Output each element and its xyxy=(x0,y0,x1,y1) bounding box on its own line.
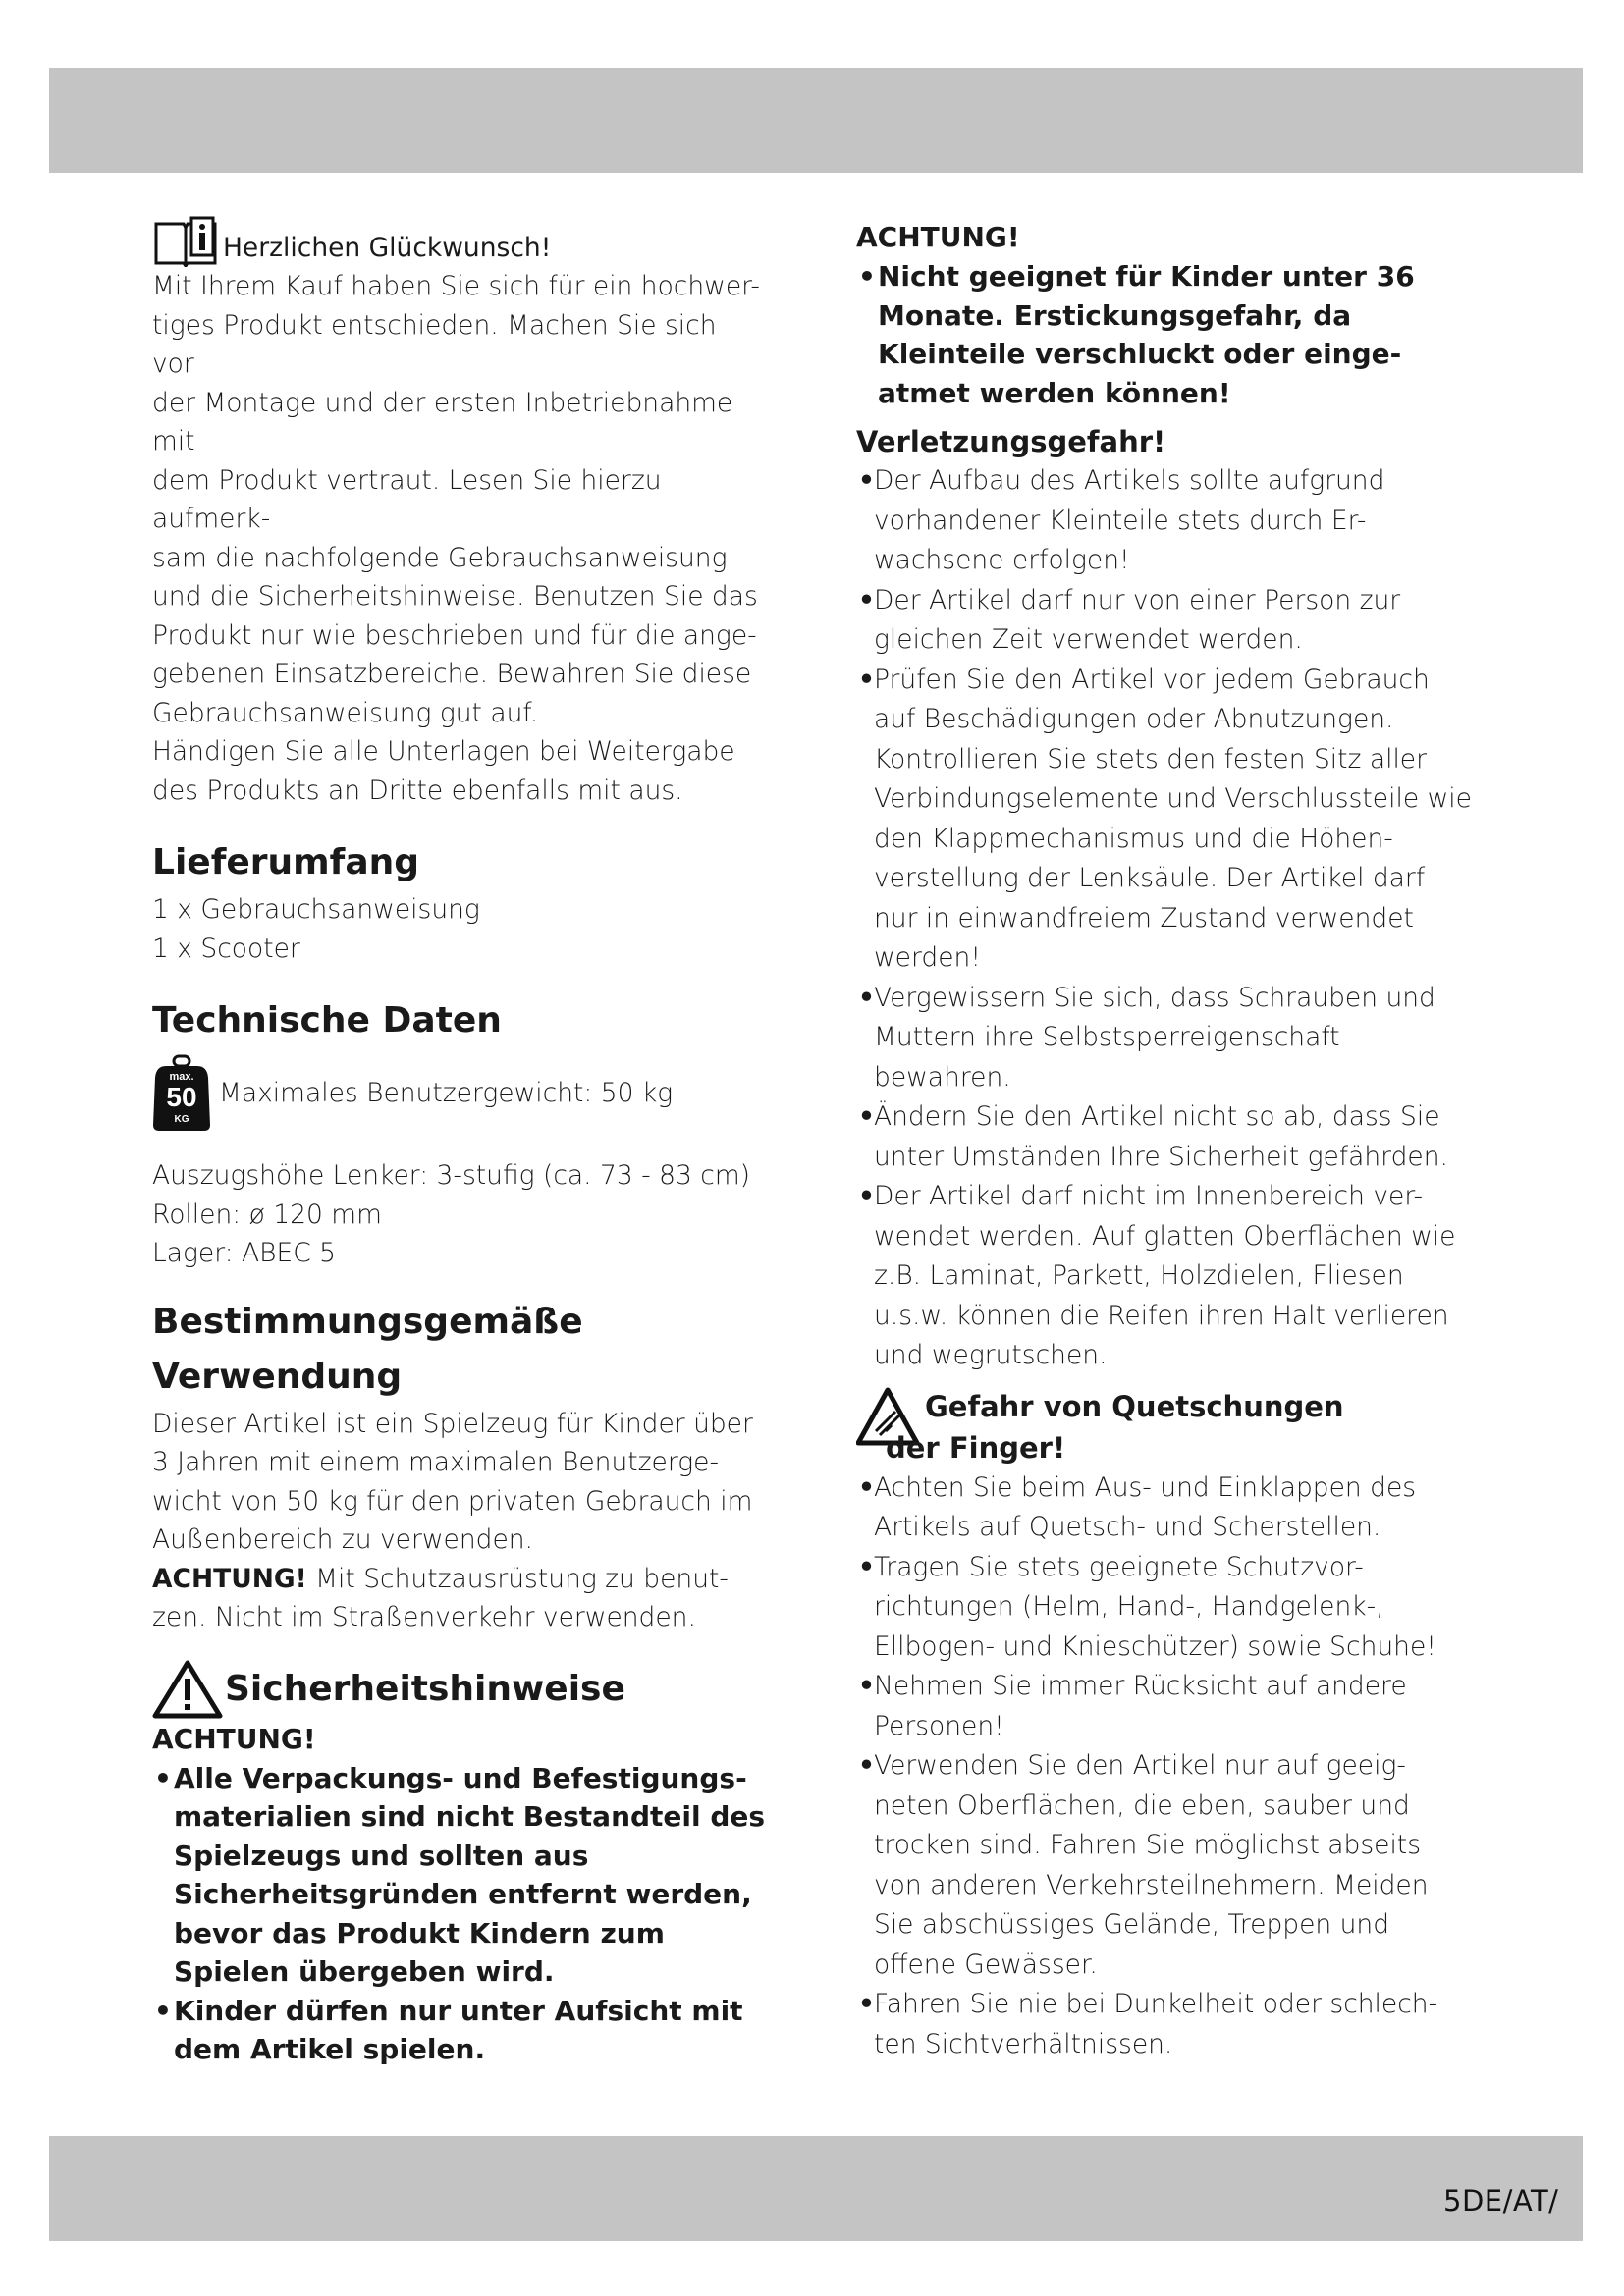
list-item: • Achten Sie beim Aus- und Einklappen des Artikels auf Quetsch- und Scherstellen. xyxy=(856,1468,1473,1548)
weight-icon-top: max. xyxy=(169,1071,194,1083)
lieferumfang-list xyxy=(152,890,766,968)
list-item: • Fahren Sie nie bei Dunkelheit oder schlech- ten Sichtverhältnissen. xyxy=(856,1985,1473,2064)
intro-text xyxy=(152,267,766,810)
text-line: dem Produkt vertraut. Lesen Sie hierzu aufmerk- xyxy=(152,464,662,534)
use-heading-line1: Bestimmungsgemäße xyxy=(152,1301,583,1342)
right-achtung: ACHTUNG! xyxy=(856,221,1020,253)
injury-heading: Verletzungsgefahr! xyxy=(856,425,1166,458)
right-bullets xyxy=(856,257,1473,412)
safety-heading-row xyxy=(152,1659,766,1720)
weight-icon-value: 50 xyxy=(166,1082,197,1112)
list-item: • Nehmen Sie immer Rücksicht auf andere Personen! xyxy=(856,1667,1473,1746)
tech-line: Rollen: ø 120 mm xyxy=(152,1199,382,1230)
safety-bullets xyxy=(152,1759,766,2069)
text-line: Dieser Artikel ist ein Spielzeug für Kinder über xyxy=(152,1408,753,1439)
text-line: wicht von 50 kg für den privaten Gebrauch im xyxy=(152,1485,753,1517)
footer-band xyxy=(49,2136,1583,2241)
text-line: gebenen Einsatzbereiche. Bewahren Sie diese xyxy=(152,659,752,689)
injury-list xyxy=(856,461,1473,1376)
header-band xyxy=(49,68,1583,173)
text-line: tiges Produkt entschieden. Machen Sie sich vor xyxy=(152,309,717,379)
list-item: • Kinder dürfen nur unter Aufsicht mit dem Artikel spielen. xyxy=(152,1992,766,2069)
use-warn-text: Mit Schutzausrüstung zu benut- xyxy=(306,1563,729,1594)
text-line: Händigen Sie alle Unterlagen bei Weitergabe xyxy=(152,736,735,767)
list-item: • Vergewissern Sie sich, dass Schrauben und Muttern ihre Selbstsperreigenschaft bewahren. xyxy=(856,979,1473,1098)
max-weight-row xyxy=(152,1054,766,1133)
intro-title: Herzlichen Glückwunsch! xyxy=(223,232,552,263)
text-line: Gebrauchsanweisung gut auf. xyxy=(152,697,539,728)
page-number: 5DE/AT/ xyxy=(1443,2184,1559,2217)
text-line: sam die nachfolgende Gebrauchsanweisung xyxy=(152,542,728,573)
list-item: 1 x Scooter xyxy=(152,933,300,964)
lieferumfang-heading: Lieferumfang xyxy=(152,842,420,882)
book-info-icon xyxy=(152,216,219,267)
max-weight-icon xyxy=(152,1054,211,1133)
pinch-list xyxy=(856,1468,1473,2065)
list-item: • Der Artikel darf nur von einer Person zur gleichen Zeit verwendet werden. xyxy=(856,581,1473,661)
text-line: der Montage und der ersten Inbetriebnahme mit xyxy=(152,387,733,456)
text-line: des Produkts an Dritte ebenfalls mit aus. xyxy=(152,774,683,806)
use-text xyxy=(152,1405,766,1637)
list-item: • Prüfen Sie den Artikel vor jedem Gebrauch auf Beschädigungen oder Abnutzungen. Kontrollieren Sie stets den festen Sitz aller Verbindungselemente und Verschlussteile wie den Klappmechanismus und die Höhen- verstellung der Lenksäule. Der Artikel darf nur in einwandfreiem Zustand verwendet werden! xyxy=(856,661,1473,979)
text-line: Produkt nur wie beschrieben und für die ange- xyxy=(152,619,757,651)
pinch-heading-line2: der Finger! xyxy=(886,1430,1066,1465)
list-item: • Ändern Sie den Artikel nicht so ab, dass Sie unter Umständen Ihre Sicherheit gefährden. xyxy=(856,1097,1473,1177)
tech-line: Lager: ABEC 5 xyxy=(152,1238,337,1268)
pinch-heading xyxy=(886,1386,1344,1468)
text-line: zen. Nicht im Straßenverkehr verwenden. xyxy=(152,1602,696,1632)
use-warn-label: ACHTUNG! xyxy=(152,1563,307,1594)
pinch-heading-line1: Gefahr von Quetschungen xyxy=(925,1389,1344,1423)
tech-heading: Technische Daten xyxy=(152,1000,502,1041)
warning-triangle-icon xyxy=(152,1659,223,1720)
max-weight-text: Maximales Benutzergewicht: 50 kg xyxy=(219,1078,674,1109)
list-item: • Alle Verpackungs- und Befestigungs- materialien sind nicht Bestandteil des Spielzeugs und sollten aus Sicherheitsgründen entfernt werden, bevor das Produkt Kindern zum Spielen übergeben wird. xyxy=(152,1759,766,1992)
list-item: 1 x Gebrauchsanweisung xyxy=(152,894,480,925)
weight-icon-unit: KG xyxy=(174,1114,189,1125)
list-item: • Der Aufbau des Artikels sollte aufgrund vorhandener Kleinteile stets durch Er- wachsene erfolgen! xyxy=(856,461,1473,581)
intro-heading xyxy=(152,216,766,267)
tech-line: Auszugshöhe Lenker: 3-stufig (ca. 73 - 83 cm) xyxy=(152,1160,750,1191)
pinch-heading-row xyxy=(856,1386,1473,1468)
list-item: • Verwenden Sie den Artikel nur auf geeig- neten Oberflächen, die eben, sauber und trocken sind. Fahren Sie möglichst abseits von anderen Verkehrsteilnehmern. Meiden Sie abschüssiges Gelände, Treppen und offene Gewässer. xyxy=(856,1746,1473,1985)
text-line: und die Sicherheitshinweise. Benutzen Sie das xyxy=(152,581,758,612)
text-line: 3 Jahren mit einem maximalen Benutzerge- xyxy=(152,1447,720,1477)
left-column xyxy=(152,216,766,2069)
safety-heading: Sicherheitshinweise xyxy=(225,1668,625,1709)
text-line: Außenbereich zu verwenden. xyxy=(152,1524,533,1555)
text-line xyxy=(152,1560,766,1599)
right-column xyxy=(856,218,1473,2064)
tech-details xyxy=(152,1156,766,1273)
list-item: • Der Artikel darf nicht im Innenbereich ver- wendet werden. Auf glatten Oberflächen wie z.B. Laminat, Parkett, Holzdielen, Fliesen u.s.w. können die Reifen ihren Halt verlieren und wegrutschen. xyxy=(856,1177,1473,1376)
list-item: • Nicht geeignet für Kinder unter 36 Monate. Erstickungsgefahr, da Kleinteile verschluckt oder einge- atmet werden können! xyxy=(856,257,1473,412)
use-heading-line2: Verwendung xyxy=(152,1356,403,1397)
text-line: Mit Ihrem Kauf haben Sie sich für ein hochwer- xyxy=(152,271,760,301)
list-item: • Tragen Sie stets geeignete Schutzvor- richtungen (Helm, Hand-, Handgelenk-, Ellbogen- und Knieschützer) sowie Schuhe! xyxy=(856,1548,1473,1668)
safety-achtung: ACHTUNG! xyxy=(152,1722,316,1755)
